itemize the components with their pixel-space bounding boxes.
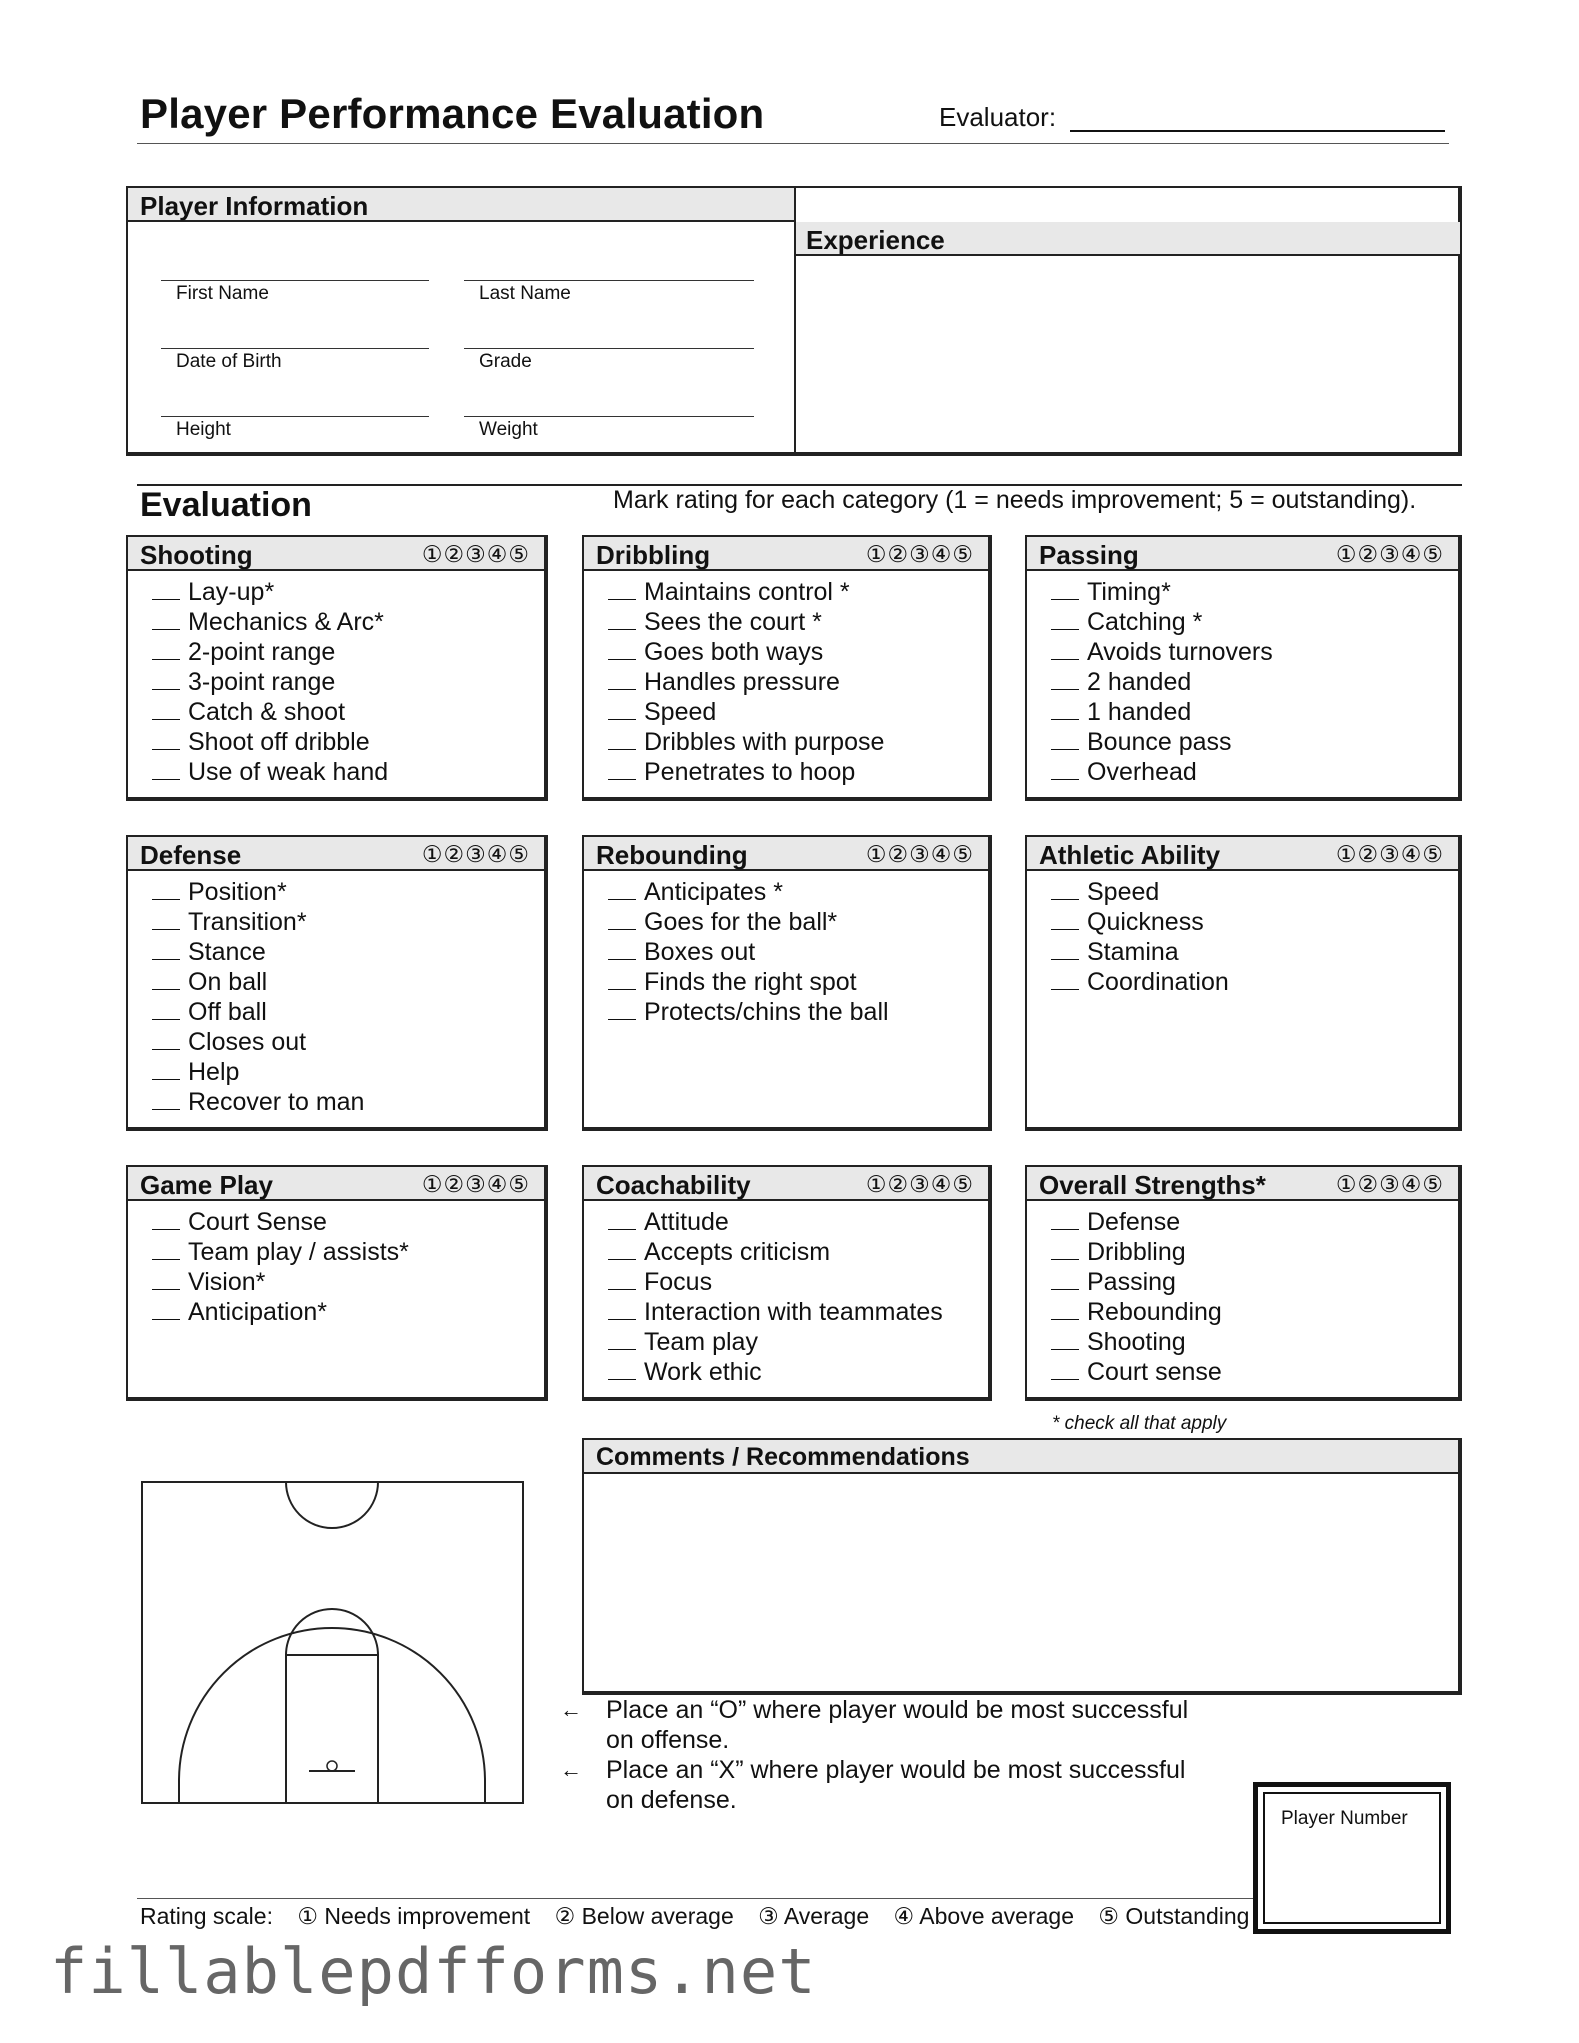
evaluator-label: Evaluator: — [939, 102, 1057, 132]
check-blank[interactable] — [608, 700, 636, 720]
list-item[interactable]: Goes both ways — [608, 637, 988, 667]
last-name-label: Last Name — [479, 283, 571, 304]
list-item[interactable]: Attitude — [608, 1207, 988, 1237]
game-play-rating[interactable]: ①②③④⑤ — [421, 1171, 530, 1197]
list-item[interactable]: Shoot off dribble — [152, 727, 544, 757]
list-item[interactable]: Defense — [1051, 1207, 1458, 1237]
list-item[interactable]: Shooting — [1051, 1327, 1458, 1357]
first-name-field[interactable] — [161, 280, 429, 305]
dribbling-rating[interactable]: ①②③④⑤ — [865, 541, 974, 567]
shooting-title: Shooting — [140, 540, 253, 570]
overall-strengths-list — [1027, 1201, 1458, 1387]
evaluator-field[interactable] — [1070, 130, 1445, 132]
rebounding-box — [582, 835, 992, 1131]
check-blank[interactable] — [152, 1240, 180, 1260]
overall-strengths-header — [1027, 1167, 1458, 1201]
list-item[interactable]: Closes out — [152, 1027, 544, 1057]
height-field[interactable] — [161, 416, 429, 441]
dribbling-header — [584, 537, 988, 571]
watermark: fillablepdfforms.net — [50, 1935, 817, 2008]
check-blank[interactable] — [608, 880, 636, 900]
check-blank[interactable] — [152, 640, 180, 660]
check-blank[interactable] — [152, 1000, 180, 1020]
check-blank[interactable] — [152, 700, 180, 720]
last-name-field[interactable] — [464, 280, 754, 305]
rating-scale-legend — [140, 1903, 1267, 1930]
check-blank[interactable] — [608, 1000, 636, 1020]
passing-list — [1027, 571, 1458, 787]
list-item[interactable]: Accepts criticism — [608, 1237, 988, 1267]
list-item[interactable]: 1 handed — [1051, 697, 1458, 727]
list-item[interactable]: Interaction with teammates — [608, 1297, 988, 1327]
list-item[interactable]: Finds the right spot — [608, 967, 988, 997]
check-blank[interactable] — [152, 970, 180, 990]
rating-scale-3: ③ Average — [758, 1903, 870, 1929]
evaluation-instruction: Mark rating for each category (1 = needs improvement; 5 = outstanding). — [613, 486, 1417, 514]
court-svg[interactable] — [141, 1481, 524, 1804]
check-blank[interactable] — [152, 880, 180, 900]
list-item[interactable]: 3-point range — [152, 667, 544, 697]
defense-rating[interactable]: ①②③④⑤ — [421, 841, 530, 867]
list-item[interactable]: Avoids turnovers — [1051, 637, 1458, 667]
check-blank[interactable] — [1051, 700, 1079, 720]
check-blank[interactable] — [608, 1240, 636, 1260]
list-item[interactable]: Speed — [608, 697, 988, 727]
first-name-label: First Name — [176, 283, 269, 304]
coachability-header — [584, 1167, 988, 1201]
list-item[interactable]: Dribbles with purpose — [608, 727, 988, 757]
list-item[interactable]: Stamina — [1051, 937, 1458, 967]
list-item[interactable]: Vision* — [152, 1267, 544, 1297]
date-of-birth-field[interactable] — [161, 348, 429, 373]
check-blank[interactable] — [1051, 610, 1079, 630]
rebounding-list — [584, 871, 988, 1027]
arrow-left-icon: ← — [560, 1757, 582, 1782]
defense-list — [128, 871, 544, 1117]
check-blank[interactable] — [1051, 1300, 1079, 1320]
check-blank[interactable] — [152, 580, 180, 600]
list-item[interactable]: Bounce pass — [1051, 727, 1458, 757]
check-blank[interactable] — [1051, 970, 1079, 990]
comments-header — [584, 1440, 1458, 1474]
check-blank[interactable] — [1051, 730, 1079, 750]
check-blank[interactable] — [608, 580, 636, 600]
list-item[interactable]: Anticipates * — [608, 877, 988, 907]
rating-scale-label: Rating scale: — [140, 1903, 273, 1929]
list-item[interactable]: Overhead — [1051, 757, 1458, 787]
defense-instruction-text: Place an “X” where player would be most successful on defense. — [606, 1756, 1186, 1814]
list-item[interactable]: Catch & shoot — [152, 697, 544, 727]
passing-rating[interactable]: ①②③④⑤ — [1335, 541, 1444, 567]
list-item[interactable]: Work ethic — [608, 1357, 988, 1387]
coachability-title: Coachability — [596, 1170, 751, 1200]
check-blank[interactable] — [608, 1300, 636, 1320]
list-item[interactable]: Quickness — [1051, 907, 1458, 937]
passing-header — [1027, 537, 1458, 571]
overall-strengths-box — [1025, 1165, 1462, 1401]
date-of-birth-label: Date of Birth — [176, 351, 282, 372]
list-item[interactable]: Lay-up* — [152, 577, 544, 607]
weight-label: Weight — [479, 419, 538, 440]
athletic-ability-header — [1027, 837, 1458, 871]
shooting-list — [128, 571, 544, 787]
list-item[interactable]: 2 handed — [1051, 667, 1458, 697]
list-item[interactable]: Focus — [608, 1267, 988, 1297]
comments-field[interactable] — [584, 1476, 1458, 1691]
check-blank[interactable] — [608, 1210, 636, 1230]
defense-title: Defense — [140, 840, 242, 870]
check-blank[interactable] — [152, 1300, 180, 1320]
check-blank[interactable] — [1051, 1360, 1079, 1380]
check-blank[interactable] — [1051, 910, 1079, 930]
dribbling-box — [582, 535, 992, 801]
dribbling-title: Dribbling — [596, 540, 711, 570]
dribbling-list — [584, 571, 988, 787]
rebounding-rating[interactable]: ①②③④⑤ — [865, 841, 974, 867]
list-item[interactable]: Court Sense — [152, 1207, 544, 1237]
page-title: Player Performance Evaluation — [140, 90, 765, 137]
rating-scale-5: ⑤ Outstanding — [1098, 1903, 1250, 1929]
list-item[interactable]: Rebounding — [1051, 1297, 1458, 1327]
rebounding-header — [584, 837, 988, 871]
list-item[interactable]: Transition* — [152, 907, 544, 937]
player-number-box[interactable] — [1253, 1782, 1451, 1934]
list-item[interactable]: Sees the court * — [608, 607, 988, 637]
half-court-diagram[interactable] — [141, 1481, 524, 1809]
rating-scale-2: ② Below average — [554, 1903, 734, 1929]
weight-field[interactable] — [464, 416, 754, 441]
list-item[interactable]: On ball — [152, 967, 544, 997]
defense-box — [126, 835, 548, 1131]
list-item[interactable]: Stance — [152, 937, 544, 967]
list-item[interactable]: Position* — [152, 877, 544, 907]
list-item[interactable]: Maintains control * — [608, 577, 988, 607]
check-blank[interactable] — [1051, 670, 1079, 690]
overall-strengths-title: Overall Strengths* — [1039, 1170, 1266, 1200]
coachability-list — [584, 1201, 988, 1387]
list-item[interactable]: Speed — [1051, 877, 1458, 907]
passing-title: Passing — [1039, 540, 1139, 570]
experience-field[interactable] — [796, 224, 1456, 450]
list-item[interactable]: Dribbling — [1051, 1237, 1458, 1267]
check-blank[interactable] — [152, 610, 180, 630]
list-item[interactable]: Boxes out — [608, 937, 988, 967]
check-blank[interactable] — [152, 910, 180, 930]
player-number-inner — [1263, 1792, 1441, 1924]
check-blank[interactable] — [152, 1210, 180, 1230]
list-item[interactable]: Help — [152, 1057, 544, 1087]
player-number-label: Player Number — [1281, 1808, 1408, 1829]
arrow-left-icon: ← — [560, 1697, 582, 1722]
player-info-title: Player Information — [140, 191, 369, 221]
evaluation-title: Evaluation — [140, 486, 312, 524]
check-blank[interactable] — [1051, 880, 1079, 900]
offense-instruction-text: Place an “O” where player would be most successful on offense. — [606, 1696, 1189, 1754]
check-blank[interactable] — [152, 940, 180, 960]
player-info-header — [128, 188, 794, 222]
game-play-list — [128, 1201, 544, 1327]
check-blank[interactable] — [152, 1030, 180, 1050]
check-blank[interactable] — [1051, 760, 1079, 780]
check-all-note: * check all that apply — [1052, 1413, 1227, 1434]
check-blank[interactable] — [608, 970, 636, 990]
check-blank[interactable] — [152, 1060, 180, 1080]
passing-box — [1025, 535, 1462, 801]
rebounding-title: Rebounding — [596, 840, 748, 870]
list-item[interactable]: Catching * — [1051, 607, 1458, 637]
grade-field[interactable] — [464, 348, 754, 373]
shooting-rating[interactable]: ①②③④⑤ — [421, 541, 530, 567]
check-blank[interactable] — [1051, 1240, 1079, 1260]
check-blank[interactable] — [152, 730, 180, 750]
athletic-ability-rating[interactable]: ①②③④⑤ — [1335, 841, 1444, 867]
rating-scale-4: ④ Above average — [893, 1903, 1074, 1929]
defense-header — [128, 837, 544, 871]
check-blank[interactable] — [608, 910, 636, 930]
athletic-ability-list — [1027, 871, 1458, 997]
check-blank[interactable] — [608, 940, 636, 960]
check-blank[interactable] — [1051, 1210, 1079, 1230]
list-item[interactable]: Timing* — [1051, 577, 1458, 607]
check-blank[interactable] — [608, 760, 636, 780]
check-blank[interactable] — [1051, 940, 1079, 960]
list-item[interactable]: Coordination — [1051, 967, 1458, 997]
overall-strengths-rating[interactable]: ①②③④⑤ — [1335, 1171, 1444, 1197]
player-info-box — [126, 186, 1462, 456]
list-item[interactable]: Goes for the ball* — [608, 907, 988, 937]
coachability-box — [582, 1165, 992, 1401]
check-blank[interactable] — [608, 1330, 636, 1350]
experience-title: Experience — [806, 225, 945, 255]
list-item[interactable]: Use of weak hand — [152, 757, 544, 787]
list-item[interactable]: Penetrates to hoop — [608, 757, 988, 787]
check-blank[interactable] — [1051, 1270, 1079, 1290]
list-item[interactable]: Team play / assists* — [152, 1237, 544, 1267]
game-play-box — [126, 1165, 548, 1401]
game-play-header — [128, 1167, 544, 1201]
list-item[interactable]: Protects/chins the ball — [608, 997, 988, 1027]
shooting-header — [128, 537, 544, 571]
check-blank[interactable] — [152, 760, 180, 780]
athletic-ability-title: Athletic Ability — [1039, 840, 1221, 870]
check-blank[interactable] — [1051, 1330, 1079, 1350]
athletic-ability-box — [1025, 835, 1462, 1131]
footer-divider — [137, 1898, 1253, 1899]
list-item[interactable]: Recover to man — [152, 1087, 544, 1117]
check-blank[interactable] — [152, 1270, 180, 1290]
list-item[interactable]: Mechanics & Arc* — [152, 607, 544, 637]
shooting-box — [126, 535, 548, 801]
coachability-rating[interactable]: ①②③④⑤ — [865, 1171, 974, 1197]
list-item[interactable]: Team play — [608, 1327, 988, 1357]
court-boundary — [142, 1482, 523, 1803]
check-blank[interactable] — [1051, 580, 1079, 600]
check-blank[interactable] — [1051, 640, 1079, 660]
list-item[interactable]: Off ball — [152, 997, 544, 1027]
list-item[interactable]: Handles pressure — [608, 667, 988, 697]
grade-label: Grade — [479, 351, 532, 372]
check-blank[interactable] — [152, 670, 180, 690]
game-play-title: Game Play — [140, 1170, 273, 1200]
check-blank[interactable] — [608, 610, 636, 630]
height-label: Height — [176, 419, 231, 440]
check-blank[interactable] — [608, 1360, 636, 1380]
header-divider — [137, 143, 1449, 144]
rating-scale-1: ① Needs improvement — [297, 1903, 531, 1929]
check-blank[interactable] — [608, 730, 636, 750]
list-item[interactable]: 2-point range — [152, 637, 544, 667]
check-blank[interactable] — [608, 670, 636, 690]
check-blank[interactable] — [608, 640, 636, 660]
check-blank[interactable] — [608, 1270, 636, 1290]
comments-title: Comments / Recommendations — [596, 1443, 970, 1471]
comments-box — [582, 1438, 1462, 1695]
list-item[interactable]: Passing — [1051, 1267, 1458, 1297]
list-item[interactable]: Court sense — [1051, 1357, 1458, 1387]
check-blank[interactable] — [152, 1090, 180, 1110]
list-item[interactable]: Anticipation* — [152, 1297, 544, 1327]
